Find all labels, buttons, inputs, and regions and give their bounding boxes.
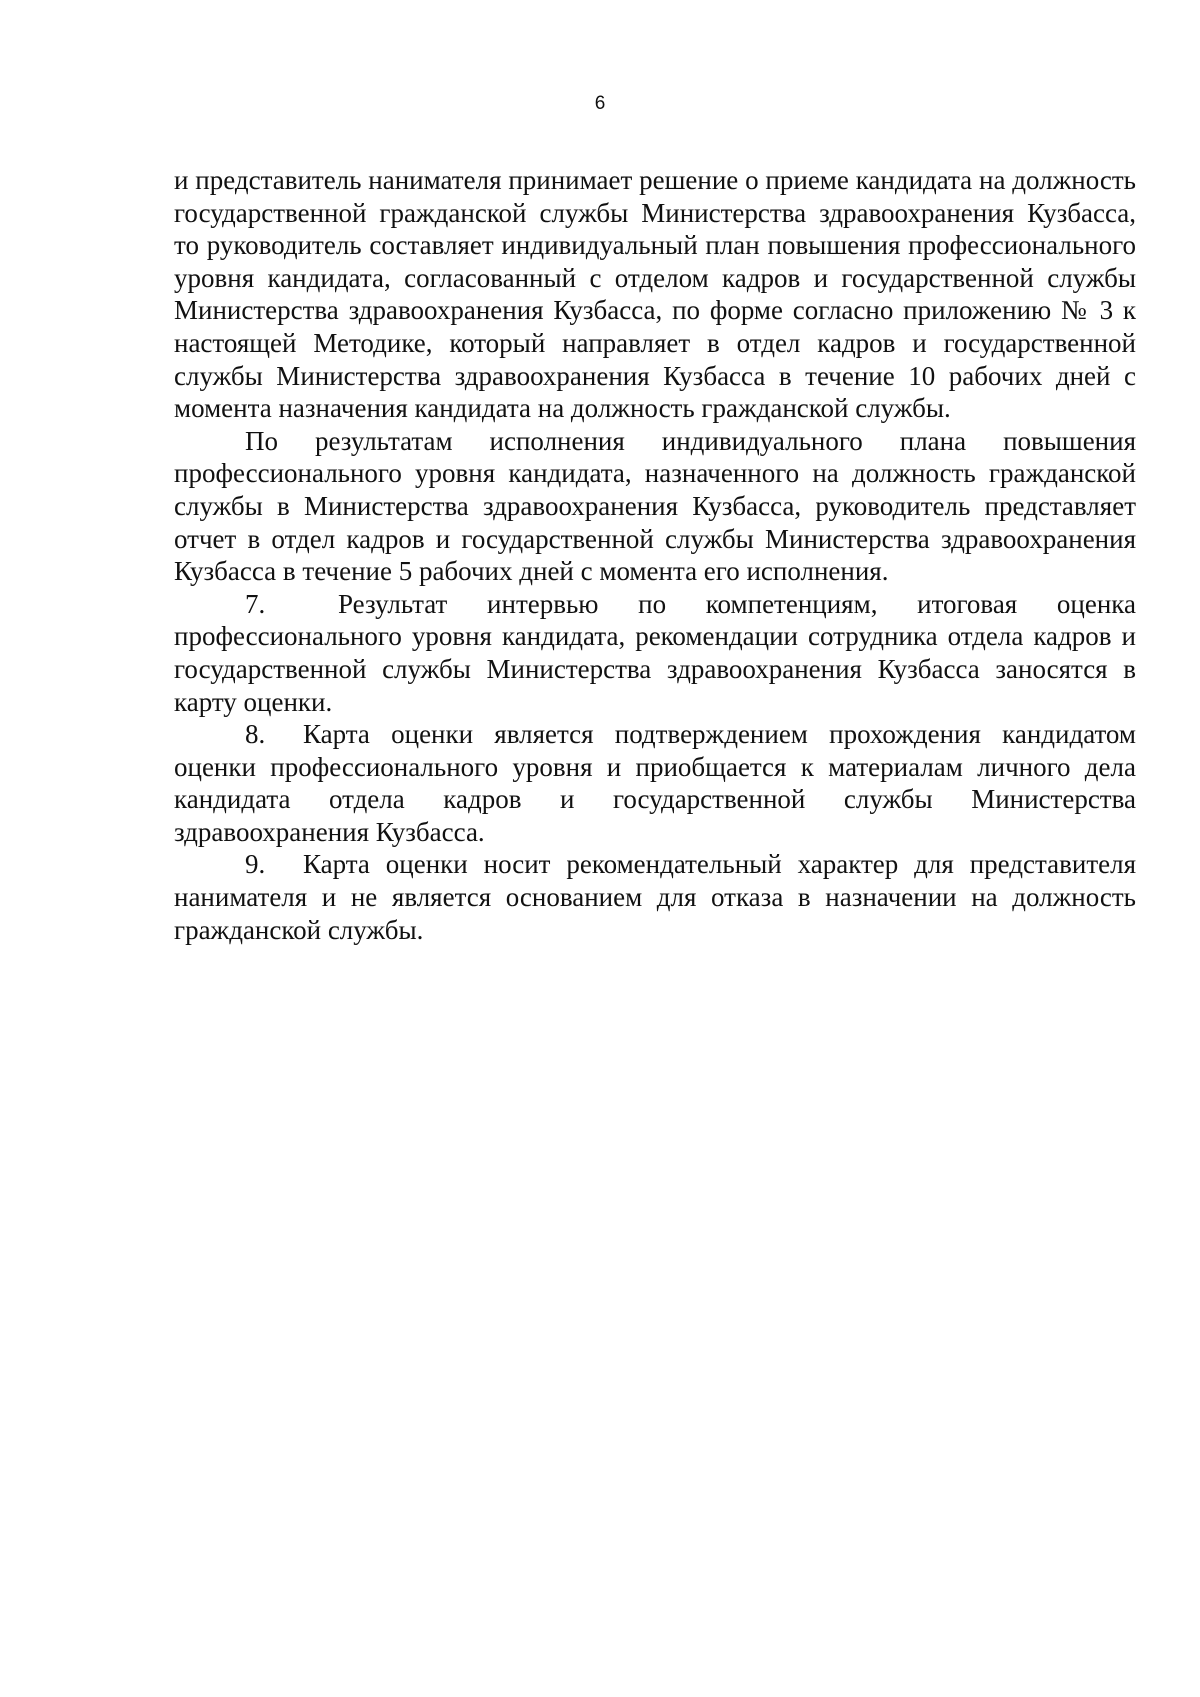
item-text: Карта оценки является подтверждением прохождения кандидатом оценки профессионального уровня и приобщается к материалам личного дела кандидата отдела кадров и государственной службы Министерства здравоохранения Кузбасса. (174, 719, 1136, 847)
item-number: 8. (245, 719, 266, 750)
item-text: Карта оценки носит рекомендательный характер для представителя нанимателя и не является основанием для отказа в назначении на должность гражданской службы. (174, 849, 1136, 945)
page-number: 6 (594, 93, 606, 114)
document-body (174, 164, 1136, 946)
item-number: 9. (245, 849, 266, 880)
paragraph-item-7 (174, 588, 1136, 718)
item-text: Результат интервью по компетенциям, итоговая оценка профессионального уровня кандидата, рекомендации сотрудника отдела кадров и государственной службы Министерства здравоохранения Кузбасса заносятся в карту оценки. (174, 588, 1136, 717)
paragraph-results-report: По результатам исполнения индивидуального плана повышения профессионального уровня кандидата, назначенного на должность гражданской службы в Министерства здравоохранения Кузбасса, руководитель представляет отчет в отдел кадров и государственной службы Министерства здравоохранения Кузбасса в течение 5 рабочих дней с момента его исполнения. (174, 425, 1136, 587)
paragraph-item-9 (174, 848, 1136, 946)
item-number: 7. (245, 588, 266, 619)
paragraph-item-8 (174, 718, 1136, 848)
paragraph-continuation: и представитель нанимателя принимает решение о приеме кандидата на должность государственной гражданской службы Министерства здравоохранения Кузбасса, то руководитель составляет индивидуальный план повышения профессионального уровня кандидата, согласованный с отделом кадров и государственной службы Министерства здравоохранения Кузбасса, по форме согласно приложению № 3 к настоящей Методике, который направляет в отдел кадров и государственной службы Министерства здравоохранения Кузбасса в течение 10 рабочих дней с момента назначения кандидата на должность гражданской службы. (174, 165, 1136, 424)
